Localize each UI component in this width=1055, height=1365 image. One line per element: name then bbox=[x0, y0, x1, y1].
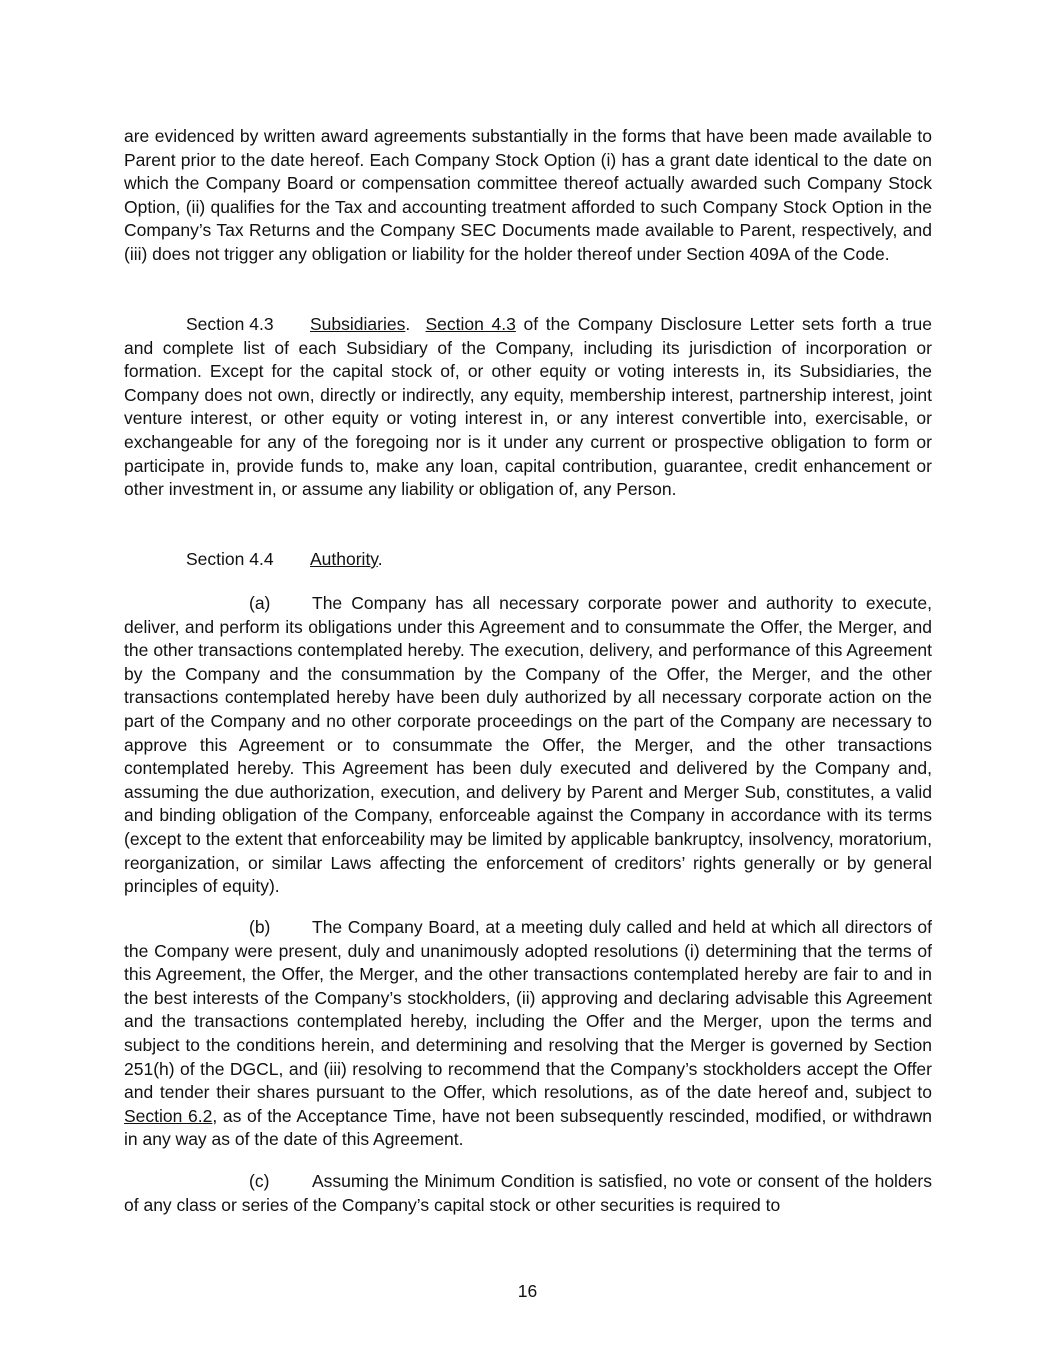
subsection-body: Assuming the Minimum Condition is satisfied, no vote or consent of the holders of any class or series of the Company’s capital stock or other securities is required to bbox=[124, 1171, 932, 1215]
paragraph-text: are evidenced by written award agreements substantially in the forms that have been made available to Parent prior to the date hereof. Each Company Stock Option (i) has a grant date identical to the date on which the Company Board or compensation committee thereof actually awarded such Company Stock Option, (ii) qualifies for the Tax and accounting treatment afforded to such Company Stock Option in the Company’s Tax Returns and the Company SEC Documents made available to Parent, respectively, and (iii) does not trigger any obligation or liability for the holder thereof under Section 409A of the Code. bbox=[124, 126, 932, 264]
section-reference: Section 6.2 bbox=[124, 1105, 213, 1126]
subsection-label: (a) bbox=[249, 593, 271, 613]
section-body: of the Company Disclosure Letter sets forth a true and complete list of each Subsidiary of the Company, including its jurisdiction of incorporation or formation. Except for the capital stock of, or other equity or voting interests in, its Subsidiaries, the Company does not own, directly or indirectly, any equity, membership interest, partnership interest, joint venture interest, or other equity or voting interest in, or any interest convertible into, exercisable, or exchangeable for any of the foregoing nor is it under any current or prospective obligation to form or participate in, provide funds to, make any loan, capital contribution, guarantee, credit enhancement or other investment in, or assume any liability or obligation of, any Person. bbox=[124, 314, 933, 500]
section-title: Authority bbox=[310, 549, 378, 569]
subsection-label: (b) bbox=[249, 917, 271, 937]
paragraph-stock-options bbox=[124, 125, 932, 267]
subsection-body-continued: , as of the Acceptance Time, have not been subsequently rescinded, modified, or withdrawn in any way as of the date of this Agreement. bbox=[124, 1105, 933, 1150]
subsection-body: The Company Board, at a meeting duly called and held at which all directors of the Company were present, duly and unanimously adopted resolutions (i) determining that the terms of this Agreement, the Offer, the Merger, and the other transactions contemplated hereby are fair to and in the best interests of the Company’s stockholders, (ii) approving and declaring advisable this Agreement and the transactions contemplated hereby, including the Offer and the Merger, upon the terms and subject to the conditions herein, and determining and resolving that the Merger is governed by Section 251(h) of the DGCL, and (iii) resolving to recommend that the Company’s stockholders accept the Offer and tender their shares pursuant to the Offer, which resolutions, as of the date hereof and, subject to bbox=[124, 917, 932, 1103]
subsection-label: (c) bbox=[249, 1171, 270, 1191]
section-reference: Section 4.3 bbox=[425, 314, 516, 334]
subsection-b bbox=[124, 916, 932, 1152]
subsection-body: The Company has all necessary corporate power and authority to execute, deliver, and perform its obligations under this Agreement and to consummate the Offer, the Merger, and the other transactions contemplated hereby. The execution, delivery, and performance of this Agreement by the Company and the consummation by the Company of the Offer, the Merger, and the other transactions contemplated hereby have been duly authorized by all necessary corporate action on the part of the Company and no other corporate proceedings on the part of the Company are necessary to approve this Agreement or to consummate the Offer, the Merger, and the other transactions contemplated hereby. This Agreement has been duly executed and delivered by the Company and, assuming the due authorization, execution, and delivery by Parent and Merger Sub, constitutes, a valid and binding obligation of the Company, enforceable against the Company in accordance with its terms (except to the extent that enforceability may be limited by applicable bankruptcy, insolvency, moratorium, reorganization, or similar Laws affecting the enforcement of creditors’ rights generally or by general principles of equity). bbox=[124, 593, 932, 897]
subsection-c bbox=[124, 1170, 932, 1217]
section-4-4: Section 4.4 Authority. bbox=[124, 548, 932, 572]
section-4-3: Section 4.3 Subsidiaries. Section 4.3 of the Company Disclosure Letter sets forth a true and complete list of each Subsidiary of the Company, including its jurisdiction of incorporation or formation. Except for the capital stock of, or other equity or voting interests in, its Subsidiaries, the Company does not own, directly or indirectly, any equity, membership interest, partnership interest, joint venture interest, or other equity or voting interest in, or any interest convertible into, exercisable, or exchangeable for any of the foregoing nor is it under any current or prospective obligation to form or participate in, provide funds to, make any loan, capital contribution, guarantee, credit enhancement or other investment in, or assume any liability or obligation of, any Person. bbox=[124, 314, 933, 500]
section-number: Section 4.3 bbox=[186, 314, 274, 334]
subsection-a bbox=[124, 592, 932, 899]
section-number: Section 4.4 bbox=[186, 549, 274, 569]
section-title: Subsidiaries bbox=[310, 314, 406, 334]
page-number: 16 bbox=[517, 1281, 538, 1301]
